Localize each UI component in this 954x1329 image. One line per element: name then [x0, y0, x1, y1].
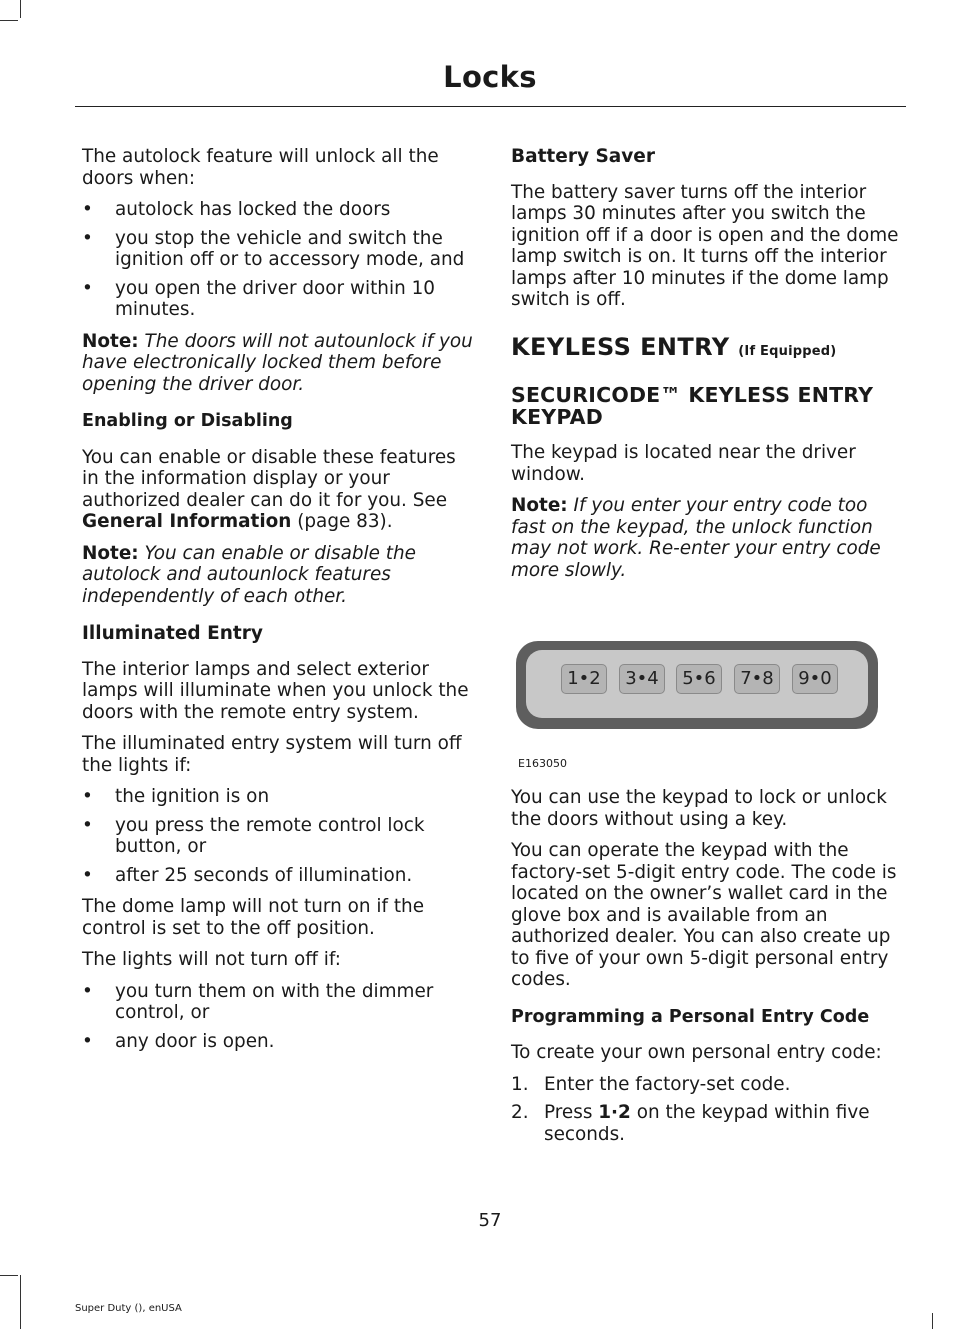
keypad-key-7-8: 7•8: [734, 664, 780, 694]
list-item: • you press the remote control lock button, or: [82, 814, 425, 857]
keypad-operate-paragraph: You can operate the keypad with the factory-set 5-digit entry code. The code is located on the owner’s wallet card in the glove box and is available from an authorized dealer. You can also create up to five of your own 5-digit personal entry codes.: [511, 840, 897, 990]
header-rule: [75, 106, 906, 107]
enabling-heading: Enabling or Disabling: [82, 411, 293, 431]
keyless-entry-heading: KEYLESS ENTRY (If Equipped): [511, 332, 837, 361]
keypad-code-1-2: 1·2: [598, 1102, 631, 1123]
crop-mark: [20, 1275, 21, 1329]
note-autounlock: [82, 331, 474, 396]
note-text: You can enable or disable the autolock and autounlock features independently of each other.: [82, 542, 416, 607]
illuminated-entry-heading: Illuminated Entry: [82, 623, 263, 644]
figure-code: E163050: [518, 757, 567, 770]
enabling-paragraph: You can enable or disable these features in the information display or your authorized dealer can do it for you. See General Information (page 83).: [82, 446, 456, 532]
note-label: Note:: [82, 542, 139, 564]
illuminated-paragraph-1: The interior lamps and select exterior lamps will illuminate when you unlock the doors with the remote entry system.: [82, 658, 469, 723]
programming-steps: [511, 1074, 907, 1146]
turn-off-conditions-list: [82, 786, 474, 886]
keypad-key-1-2: 1•2: [561, 664, 607, 694]
bullet-mark: •: [82, 1030, 93, 1052]
keypad-panel: [526, 650, 868, 718]
bullet-mark: •: [82, 227, 93, 249]
note-label: Note:: [511, 495, 568, 516]
keypad-location-paragraph: The keypad is located near the driver window.: [511, 442, 856, 485]
not-turn-off-list: [82, 981, 474, 1053]
unlock-conditions-list: [82, 199, 474, 321]
footer-text: Super Duty (), enUSA: [75, 1303, 182, 1314]
list-item: • you open the driver door within 10 minutes.: [82, 277, 435, 320]
step-number: 1.: [511, 1073, 529, 1095]
keypad-illustration: [511, 623, 901, 777]
bullet-mark: •: [82, 277, 93, 299]
page-title: Locks: [443, 60, 537, 94]
list-item: • after 25 seconds of illumination.: [82, 864, 413, 886]
keypad-use-paragraph: You can use the keypad to lock or unlock the doors without using a key.: [511, 787, 887, 830]
bullet-mark: •: [82, 980, 93, 1002]
programming-heading: Programming a Personal Entry Code: [511, 1006, 870, 1027]
list-item: • you stop the vehicle and switch the ignition off or to accessory mode, and: [82, 227, 465, 270]
crop-mark: [0, 20, 18, 21]
left-column: [82, 146, 474, 1062]
crop-mark: [932, 1313, 933, 1329]
step-item: 1. Enter the factory-set code.: [511, 1073, 791, 1095]
not-turn-off-paragraph: The lights will not turn off if:: [82, 949, 341, 970]
battery-saver-heading: Battery Saver: [511, 146, 655, 167]
if-equipped-label: (If Equipped): [738, 343, 837, 359]
bullet-mark: •: [82, 814, 93, 836]
note-text: If you enter your entry code too fast on the keypad, the unlock function may not work. Re-enter your entry code more slowly.: [511, 495, 881, 581]
note-independent: [82, 543, 474, 608]
note-text: The doors will not autounlock if you have electronically locked them before opening the driver door.: [82, 330, 473, 395]
general-information-link[interactable]: General Information: [82, 511, 292, 532]
crop-mark: [20, 0, 21, 18]
step-item: 2. Press 1·2 on the keypad within five seconds.: [511, 1102, 870, 1145]
keypad-key-9-0: 9•0: [792, 664, 838, 694]
illuminated-paragraph-2: The illuminated entry system will turn off the lights if:: [82, 733, 462, 776]
step-number: 2.: [511, 1102, 529, 1123]
dome-lamp-paragraph: The dome lamp will not turn on if the control is set to the off position.: [82, 896, 425, 939]
list-item: • the ignition is on: [82, 786, 270, 807]
note-entry-speed: [511, 495, 907, 581]
note-label: Note:: [82, 330, 139, 352]
page-number: 57: [478, 1210, 502, 1231]
list-item: • any door is open.: [82, 1030, 275, 1052]
right-column: [511, 146, 907, 1155]
create-code-paragraph: To create your own personal entry code:: [511, 1042, 882, 1063]
bullet-mark: •: [82, 786, 93, 807]
keypad-key-5-6: 5•6: [676, 664, 722, 694]
crop-mark: [0, 1275, 18, 1276]
list-item: • you turn them on with the dimmer control, or: [82, 980, 434, 1023]
keypad-body: [516, 641, 878, 729]
battery-saver-paragraph: The battery saver turns off the interior lamps 30 minutes after you switch the ignition off if a door is open and the dome lamp switch is on. It turns off the interior lamps after 10 minutes if the dome lamp switch is off.: [511, 181, 899, 310]
keypad-key-3-4: 3•4: [619, 664, 665, 694]
autolock-intro: The autolock feature will unlock all the doors when:: [82, 146, 439, 189]
securicode-heading: SECURICODE™ KEYLESS ENTRY KEYPAD: [511, 383, 874, 429]
bullet-mark: •: [82, 199, 93, 220]
list-item: • autolock has locked the doors: [82, 199, 391, 220]
bullet-mark: •: [82, 864, 93, 886]
